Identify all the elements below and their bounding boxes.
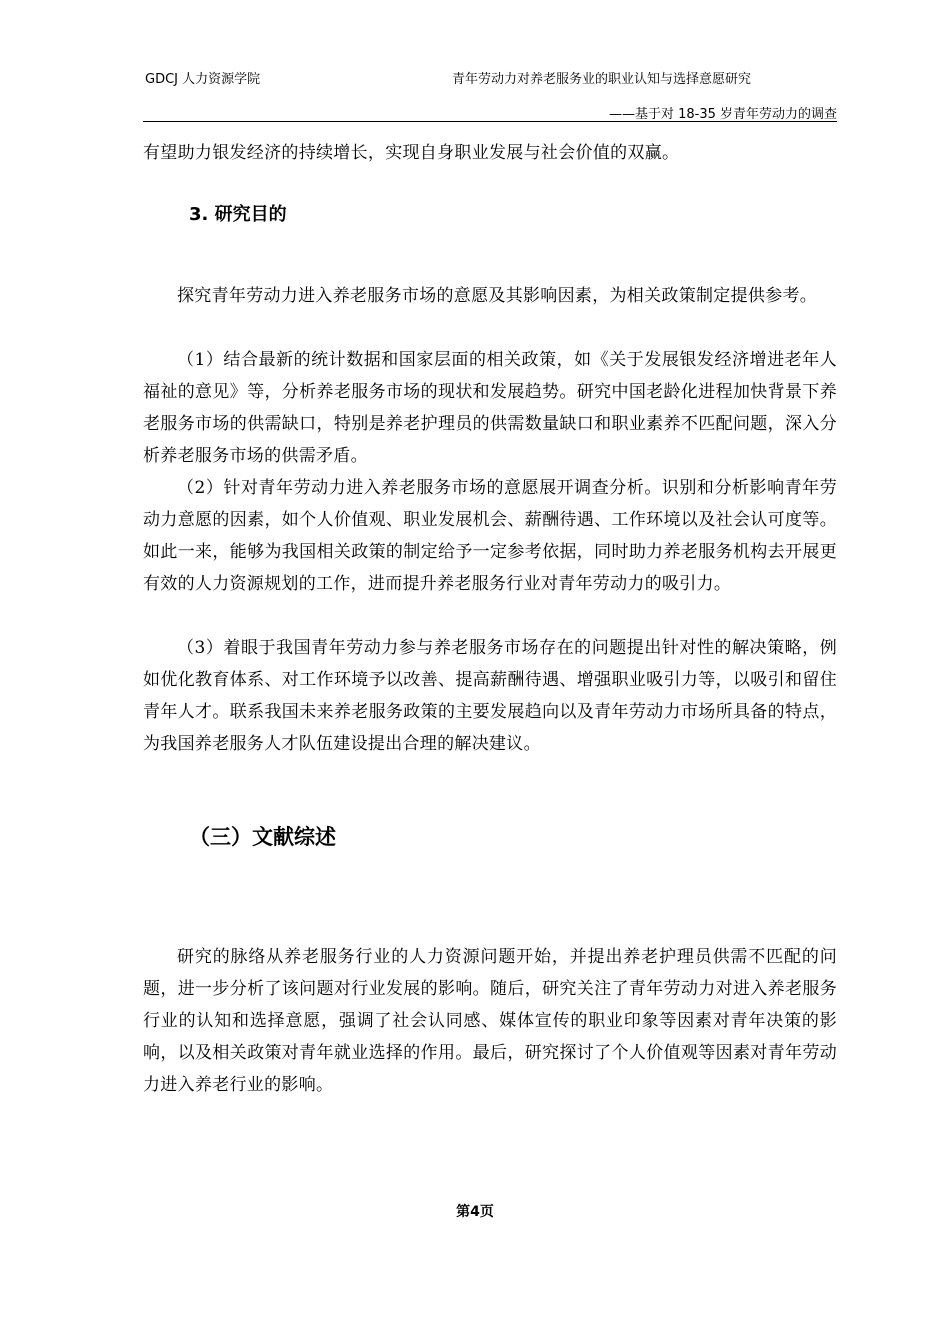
purpose-item-2: （2）针对青年劳动力进入养老服务市场的意愿展开调查分析。识别和分析影响青年劳动力意愿的因素，如个人价值观、职业发展机会、薪酬待遇、工作环境以及社会认可度等。如此一来，能够为我国相关政策的制定给予一定参考依据，同时助力养老服务机构去开展更有效的人力资源规划的工作，进而提升养老服务行业对青年劳动力的吸引力。 bbox=[143, 478, 837, 594]
purpose-item-1: （1）结合最新的统计数据和国家层面的相关政策，如《关于发展银发经济增进老年人福祉的意见》等，分析养老服务市场的现状和发展趋势。研究中国老龄化进程加快背景下养老服务市场的供需缺口，特别是养老护理员的供需数量缺口和职业素养不匹配问题，深入分析养老服务市场的供需矛盾。 bbox=[143, 350, 837, 466]
section-literature-review-heading: （三）文献综述 bbox=[189, 825, 336, 849]
continuation-paragraph: 有望助力银发经济的持续增长，实现自身职业发展与社会价值的双赢。 bbox=[143, 143, 680, 163]
header-paper-subtitle: ——基于对 18-35 岁青年劳动力的调查 bbox=[608, 107, 837, 122]
literature-review-paragraph: 研究的脉络从养老服务行业的人力资源问题开始，并提出养老护理员供需不匹配的问题，进一步分析了该问题对行业发展的影响。随后，研究关注了青年劳动力对进入养老服务行业的认知和选择意愿，强调了社会认同感、媒体宣传的职业印象等因素对青年决策的影响，以及相关政策对青年就业选择的作用。最后，研究探讨了个人价值观等因素对青年劳动力进入养老行业的影响。 bbox=[143, 947, 837, 1095]
section-3-heading: 3. 研究目的 bbox=[189, 204, 287, 225]
header-rule bbox=[143, 121, 837, 122]
purpose-intro-paragraph: 探究青年劳动力进入养老服务市场的意愿及其影响因素，为相关政策制定提供参考。 bbox=[177, 286, 818, 306]
purpose-item-3: （3）着眼于我国青年劳动力参与养老服务市场存在的问题提出针对性的解决策略，例如优化教育体系、对工作环境予以改善、提高薪酬待遇、增强职业吸引力等，以吸引和留住青年人才。联系我国未来养老服务政策的主要发展趋向以及青年劳动力市场所具备的特点，为我国养老服务人才队伍建设提出合理的解决建议。 bbox=[143, 638, 837, 754]
header-left-institution: GDCJ 人力资源学院 bbox=[145, 72, 261, 87]
page-number: 第4页 bbox=[456, 1204, 494, 1220]
header-paper-title: 青年劳动力对养老服务业的职业认知与选择意愿研究 bbox=[452, 72, 752, 87]
